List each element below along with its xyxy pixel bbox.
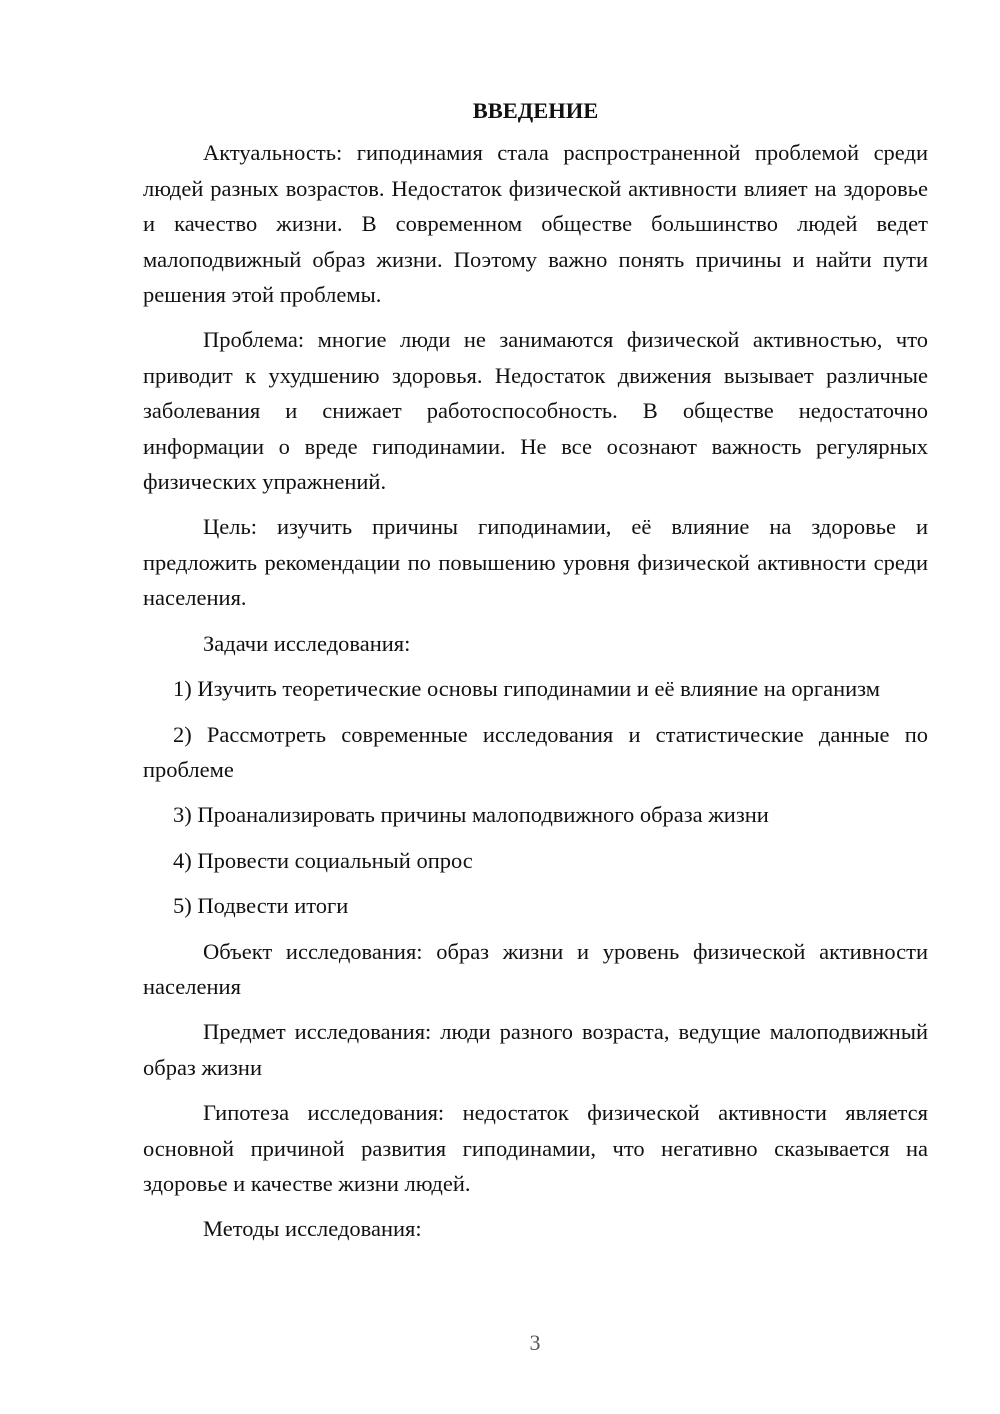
section-heading: ВВЕДЕНИЕ	[472, 98, 599, 123]
task-item-4: 4) Провести социальный опрос	[173, 847, 473, 873]
tasks-label: Задачи исследования:	[203, 630, 411, 656]
page-number: 3	[529, 1330, 541, 1355]
task-item-2: 2) Рассмотреть современные исследования и статистические данные по проблеме	[143, 721, 928, 782]
subject-paragraph: Предмет исследования: люди разного возраста, ведущие малоподвижный образ жизни	[143, 1019, 928, 1080]
task-item-1: 1) Изучить теоретические основы гиподинамии и её влияние на организм	[173, 676, 880, 702]
page-content	[143, 93, 928, 1257]
object-paragraph: Объект исследования: образ жизни и уровень физической активности населения	[143, 938, 928, 999]
hypothesis-paragraph: Гипотеза исследования: недостаток физической активности является основной причиной развития гиподинамии, что негативно сказывается на здоровье и качестве жизни людей.	[143, 1100, 928, 1196]
goal-paragraph: Цель: изучить причины гиподинамии, её влияние на здоровье и предложить рекомендации по повышению уровня физической активности среди населения.	[143, 514, 928, 611]
methods-label: Методы исследования:	[203, 1216, 422, 1242]
relevance-paragraph: Актуальность: гиподинамия стала распространенной проблемой среди людей разных возрастов. Недостаток физической активности влияет на здоровье и качество жизни. В современном обществе большинство людей ведет малоподвижный образ жизни. Поэтому важно понять причины и найти пути решения этой проблемы.	[143, 140, 928, 308]
task-item-5: 5) Подвести итоги	[173, 893, 349, 919]
problem-paragraph: Проблема: многие люди не занимаются физической активностью, что приводит к ухудшению здоровья. Недостаток движения вызывает различные заболевания и снижает работоспособность. В обществе недостаточно информации о вреде гиподинамии. Не все осознают важность регулярных физических упражнений.	[143, 327, 928, 495]
task-item-3: 3) Проанализировать причины малоподвижного образа жизни	[173, 802, 769, 828]
